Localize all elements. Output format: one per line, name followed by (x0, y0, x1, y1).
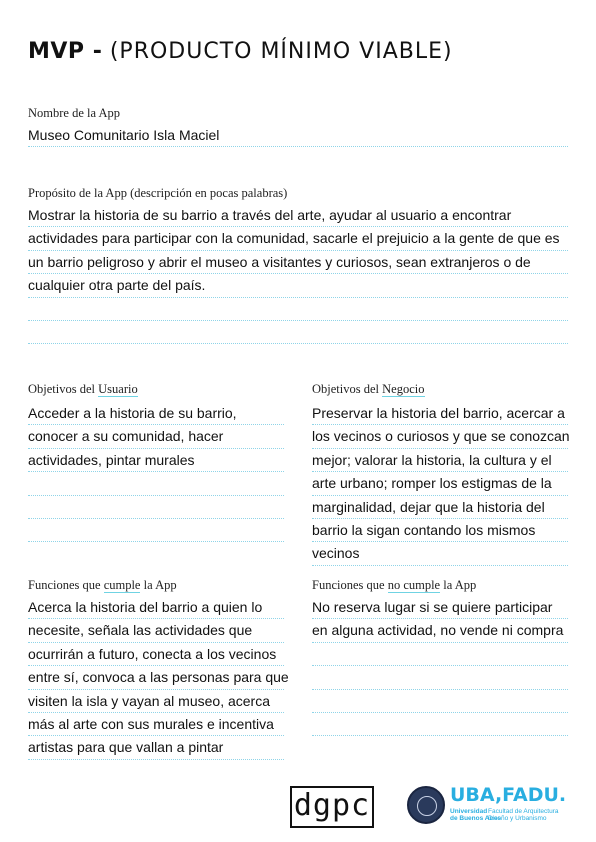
uba-caption-line1: Universidad (450, 808, 488, 815)
functions-yes-label-suffix: la App (140, 578, 177, 592)
text-line: más al arte con sus murales e incentiva (28, 713, 284, 736)
text-line: Acerca la historia del barrio a quien lo (28, 596, 284, 619)
text-line: visiten la isla y vayan al museo, acerca (28, 690, 284, 713)
text-line (312, 713, 568, 736)
text-line: actividades para participar con la comunidad, sacarle el prejuicio a la gente de que es (28, 227, 568, 250)
business-objectives-label-emphasis: Negocio (382, 382, 425, 396)
functions-yes-label-emphasis: cumple (103, 578, 141, 592)
text-line: marginalidad, dejar que la historia del (312, 496, 568, 519)
app-name-label: Nombre de la App (28, 106, 120, 120)
fadu-caption-line1: Facultad de Arquitectura (488, 808, 559, 815)
business-objectives-label-prefix: Objetivos del (312, 382, 383, 396)
text-line: en alguna actividad, no vende ni compra (312, 619, 568, 642)
user-objectives-label-emphasis: Usuario (98, 382, 138, 396)
page-title (28, 38, 453, 66)
text-line (312, 690, 568, 713)
text-line (28, 298, 568, 321)
uba-caption-line2: de Buenos Aires (450, 815, 502, 822)
text-line: barrio la sigan contando los mismos (312, 519, 568, 542)
functions-no-label-emphasis: no cumple (387, 578, 441, 592)
business-objectives-field[interactable] (312, 402, 568, 566)
text-line: No reserva lugar si se quiere participar (312, 596, 568, 619)
text-line: mejor; valorar la historia, la cultura y el (312, 449, 568, 472)
text-line: Mostrar la historia de su barrio a través del arte, ayudar al usuario a encontrar (28, 204, 568, 227)
fadu-caption-line2: Diseño y Urbanismo (488, 815, 547, 822)
text-line (28, 496, 284, 519)
functions-no-label-prefix: Funciones que (312, 578, 388, 592)
functions-no-field[interactable] (312, 596, 568, 736)
text-line: arte urbano; romper los estigmas de la (312, 472, 568, 495)
purpose-field[interactable] (28, 204, 568, 344)
text-line: entre sí, convoca a las personas para que (28, 666, 284, 689)
user-objectives-label (28, 382, 138, 397)
text-line: cualquier otra parte del país. (28, 274, 568, 297)
functions-yes-label (28, 578, 177, 593)
functions-yes-field[interactable] (28, 596, 289, 760)
functions-no-label (312, 578, 476, 593)
text-line (28, 472, 284, 495)
user-objectives-field[interactable] (28, 402, 284, 542)
functions-no-label-suffix: la App (440, 578, 477, 592)
text-line: ocurrirán a futuro, conecta a los vecinos (28, 643, 284, 666)
purpose-label: Propósito de la App (descripción en pocas palabras) (28, 186, 288, 200)
text-line (28, 519, 284, 542)
text-line: conocer a su comunidad, hacer (28, 425, 284, 448)
text-line: vecinos (312, 542, 568, 565)
dgpc-logo: dgpc (290, 786, 374, 828)
uba-fadu-logo: UBA,FADU. (450, 784, 567, 806)
text-line (28, 321, 568, 344)
user-objectives-label-prefix: Objetivos del (28, 382, 99, 396)
text-line (312, 643, 568, 666)
title-bold: MVP - (28, 39, 103, 64)
app-name-field[interactable] (28, 124, 568, 147)
fadu-caption (488, 808, 558, 822)
text-line: artistas para que vallan a pintar (28, 736, 284, 759)
text-line: necesite, señala las actividades que (28, 619, 284, 642)
title-light: (PRODUCTO MÍNIMO VIABLE) (109, 39, 453, 64)
business-objectives-label (312, 382, 425, 397)
text-line: Preservar la historia del barrio, acercar a (312, 402, 568, 425)
text-line: los vecinos o curiosos y que se conozcan (312, 425, 568, 448)
text-line: actividades, pintar murales (28, 449, 284, 472)
functions-yes-label-prefix: Funciones que (28, 578, 104, 592)
app-name-value: Museo Comunitario Isla Maciel (28, 124, 568, 147)
uba-seal-icon (407, 786, 445, 824)
text-line: un barrio peligroso y abrir el museo a visitantes y curiosos, sean extranjeros o de (28, 251, 568, 274)
text-line (312, 666, 568, 689)
text-line: Acceder a la historia de su barrio, (28, 402, 284, 425)
